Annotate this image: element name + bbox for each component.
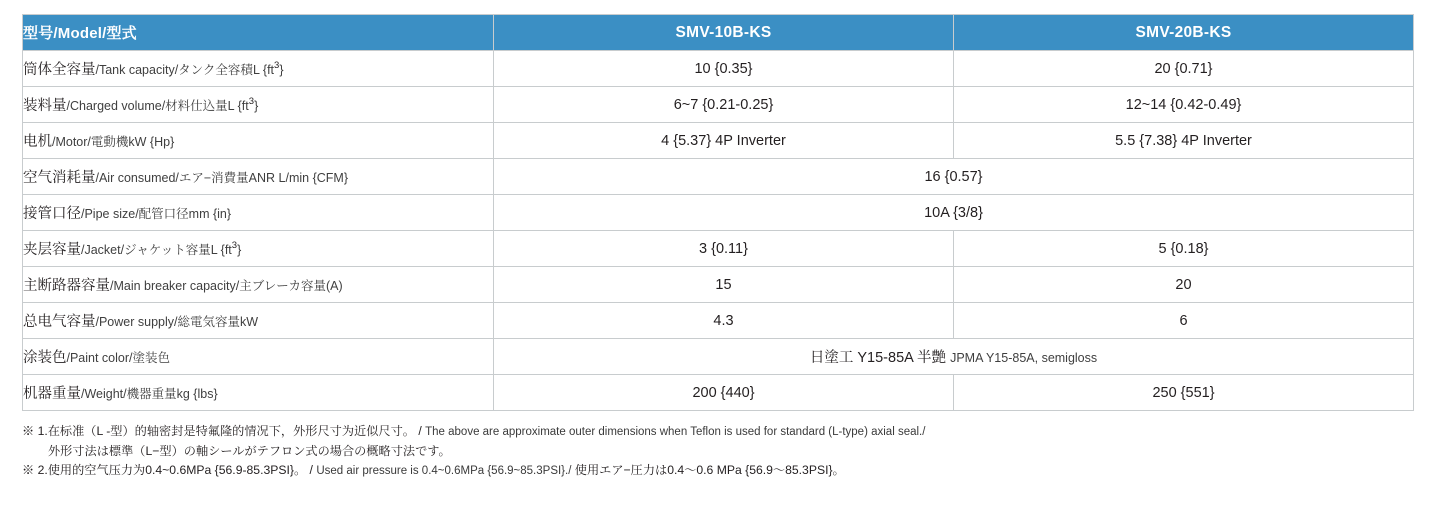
table-row (23, 87, 1414, 123)
row-label-power-supply (23, 303, 494, 339)
row-label-en: /Tank capacity/タンク全容積 (95, 63, 253, 77)
footnote-2 (22, 461, 1413, 481)
row-label-unit-sup: 3 (248, 96, 255, 108)
row-label-en: /Air consumed/エア−消費量 (95, 171, 249, 185)
footnote-1 (22, 422, 1413, 442)
cell-value: 3 {0.11} (494, 231, 954, 267)
footnotes (22, 422, 1413, 481)
footnote-2-jp: 使用エア−圧力は0.4〜0.6 MPa {56.9〜85.3PSI}。 (571, 462, 845, 477)
row-label-en: /Pipe size/配管口径 (81, 207, 189, 221)
table-header-row (23, 15, 1414, 51)
row-label-jacket (23, 231, 494, 267)
header-model-smv20b: SMV-20B-KS (954, 15, 1414, 51)
footnote-1-cn: ※ 1.在标准（L -型）的轴密封是特氟隆的情况下，外形尺寸为近似尺寸。 (22, 424, 415, 438)
row-label-en: /Jacket/ジャケット容量 (81, 243, 211, 257)
row-label-cn: 主断路器容量 (23, 278, 110, 294)
row-label-unit: kW (239, 315, 259, 329)
specification-table (22, 14, 1414, 411)
cell-value-merged: 10A {3/8} (494, 195, 1414, 231)
paint-color-en: JPMA Y15-85A, semigloss (950, 351, 1098, 365)
row-label-en: /Main breaker capacity/主ブレーカ容量 (110, 279, 326, 293)
row-label-unit-end: } (237, 243, 242, 257)
row-label-cn: 涂装色 (23, 350, 67, 366)
row-label-unit-sup: 3 (274, 60, 280, 72)
cell-value-merged: 16 {0.57} (494, 159, 1414, 195)
footnote-1-separator: / (414, 424, 426, 438)
paint-color-jp: 日塗工 Y15-85A 半艶 (809, 350, 947, 366)
row-label-unit: L {ft (227, 99, 249, 113)
footnote-2-cn: ※ 2.使用的空气压力为0.4~0.6MPa {56.9-85.3PSI}。 (22, 462, 307, 477)
row-label-main-breaker (23, 267, 494, 303)
row-label-paint-color (23, 339, 494, 375)
cell-value: 5.5 {7.38} 4P Inverter (954, 123, 1414, 159)
row-label-cn: 夹层容量 (23, 242, 81, 258)
row-label-en: /Charged volume/材料仕込量 (66, 99, 228, 113)
row-label-unit: L {ft (210, 243, 232, 257)
table-row (23, 159, 1414, 195)
row-label-unit: kg {lbs} (176, 387, 218, 401)
row-label-cn: 总电气容量 (23, 314, 96, 330)
table-row (23, 267, 1414, 303)
header-model-smv10b: SMV-10B-KS (494, 15, 954, 51)
footnote-2-en: Used air pressure is 0.4~0.6MPa {56.9~85.3PSI}./ (316, 464, 572, 477)
footnote-1-jp: 外形寸法は標準（L−型）の軸シールがテフロン式の場合の概略寸法です。 (48, 443, 451, 458)
row-label-motor (23, 123, 494, 159)
table-row (23, 123, 1414, 159)
table-row (23, 231, 1414, 267)
row-label-unit: ANR L/min {CFM} (248, 171, 349, 185)
table-row (23, 51, 1414, 87)
cell-value: 12~14 {0.42-0.49} (954, 87, 1414, 123)
row-label-cn: 空气消耗量 (23, 170, 96, 186)
row-label-unit: (A) (325, 279, 343, 293)
row-label-en: /Motor/電動機 (52, 135, 129, 149)
row-label-pipe-size (23, 195, 494, 231)
cell-value: 5 {0.18} (954, 231, 1414, 267)
row-label-cn: 筒体全容量 (23, 62, 96, 78)
cell-value: 250 {551} (954, 375, 1414, 411)
cell-value: 20 (954, 267, 1414, 303)
row-label-air-consumed (23, 159, 494, 195)
row-label-en: /Weight/機器重量 (81, 387, 177, 401)
cell-value: 10 {0.35} (494, 51, 954, 87)
cell-value: 6 (954, 303, 1414, 339)
row-label-cn: 装料量 (23, 98, 67, 114)
cell-value: 20 {0.71} (954, 51, 1414, 87)
row-label-unit: L {ft (252, 63, 275, 77)
row-label-cn: 电机 (23, 134, 52, 150)
table-body (23, 51, 1414, 411)
footnote-1-jp-line (22, 442, 1413, 461)
row-label-cn: 接管口径 (23, 206, 81, 222)
cell-value: 4.3 (494, 303, 954, 339)
table-row (23, 303, 1414, 339)
table-row (23, 195, 1414, 231)
row-label-en: /Paint color/塗装色 (66, 351, 171, 365)
row-label-unit: mm {in} (188, 207, 232, 221)
cell-value: 15 (494, 267, 954, 303)
row-label-tank-capacity (23, 51, 494, 87)
footnote-2-separator: / (306, 462, 317, 477)
table-row (23, 339, 1414, 375)
row-label-charged-volume (23, 87, 494, 123)
row-label-cn: 机器重量 (23, 386, 81, 402)
row-label-weight (23, 375, 494, 411)
header-label-cell: 型号/Model/型式 (23, 15, 494, 51)
footnote-1-en: The above are approximate outer dimensions when Teflon is used for standard (L-type) axial seal./ (425, 426, 926, 438)
cell-value: 200 {440} (494, 375, 954, 411)
row-label-unit-sup: 3 (231, 240, 238, 252)
row-label-en: /Power supply/総電気容量 (95, 315, 240, 329)
cell-value: 6~7 {0.21-0.25} (494, 87, 954, 123)
row-label-unit: kW {Hp} (128, 135, 175, 149)
table-header (23, 15, 1414, 51)
row-label-unit-end: } (279, 63, 284, 77)
cell-value-merged (494, 339, 1414, 375)
table-row (23, 375, 1414, 411)
row-label-unit-end: } (254, 99, 259, 113)
cell-value: 4 {5.37} 4P Inverter (494, 123, 954, 159)
